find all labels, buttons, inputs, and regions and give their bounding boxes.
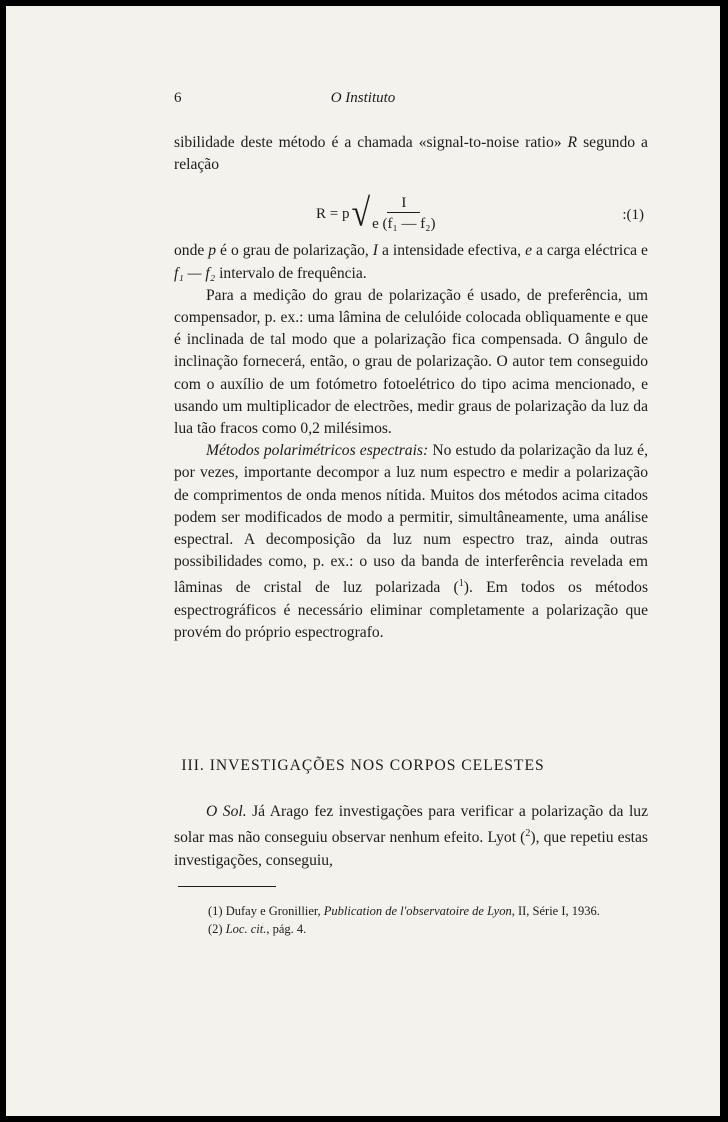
square-root-symbol: √ (351, 192, 371, 235)
footnote-1: (1) Dufay e Gronillier, Publication de l'observatoire de Lyon, II, Série I, 1936. (208, 904, 600, 918)
body-text-upper (174, 132, 648, 644)
equation-fraction (372, 194, 435, 233)
body-text-lower (174, 801, 648, 872)
paragraph-4-lead: Métodos polarimétricos espectrais: (206, 442, 429, 460)
paragraph-5-lead: O Sol. (206, 803, 247, 820)
footnote-ref-1[interactable]: 1 (458, 578, 464, 590)
footnote-ref-2[interactable]: 2 (525, 828, 531, 840)
footnote-2: (2) Loc. cit., pág. 4. (208, 922, 307, 936)
page-header (6, 90, 720, 110)
equation-denominator: e (f₁ — f₂) (372, 216, 436, 233)
equation-numerator: I (387, 194, 420, 213)
page-number: 6 (174, 90, 182, 106)
paragraph-5: O Sol. Já Arago fez investigações para verificar a polarização da luz solar mas não conseguiu observar nenhum efeito. Lyot ($^2$), que repetiu estas investigações, conseguiu, (174, 803, 648, 869)
equation-lhs: R = p (316, 205, 350, 222)
footnote-divider (178, 886, 276, 887)
paragraph-3: Para a medição do grau de polarização é usado, de preferência, um compensador, p. ex.: uma lâmina de celulóide colocada oblìquamente e que é inclinada de tal modo que a polarização fica compensada. O ângulo de inclinação fornecerá, então, o grau de polarização. O autor tem conseguido com o auxílio de um fotómetro fotoelétrico do tipo acima mencionado, e usando um multiplicador de electrões, medir graus de polarização da luz da lua tão fracos como 0,2 milésimos. (174, 286, 648, 438)
running-title: O Instituto (330, 90, 396, 106)
equation (174, 182, 648, 240)
paragraph-2: onde p é o grau de polarização, I a intensidade efectiva, e a carga eléctrica e f₁ — f₂ intervalo de frequência. (174, 242, 648, 282)
book-page (6, 6, 720, 1116)
section-heading: III. INVESTIGAÇÕES NOS CORPOS CELESTES (181, 757, 545, 774)
paragraph-1: sibilidade deste método é a chamada «signal-to-noise ratio» R segundo a relação (174, 134, 648, 174)
equation-number: :(1) (622, 207, 644, 224)
paragraph-4: Métodos polarimétricos espectrais: No estudo da polarização da luz é, por vezes, importante decompor a luz num espectro e medir a polarização de comprimentos de onda menos nítida. Muitos dos métodos acima citados podem ser modificados de modo a permitir, simultâneamente, uma análise espectral. A decomposição da luz num espectro traz, ainda outras possibilidades como, p. ex.: o uso da banda de interferência revelada em lâminas de cristal de luz polarizada ($^1$). Em todos os métodos espectrográficos é necessário eliminar completamente a polarização que provém do próprio espectrografo. (174, 442, 649, 642)
footnotes (178, 902, 648, 938)
